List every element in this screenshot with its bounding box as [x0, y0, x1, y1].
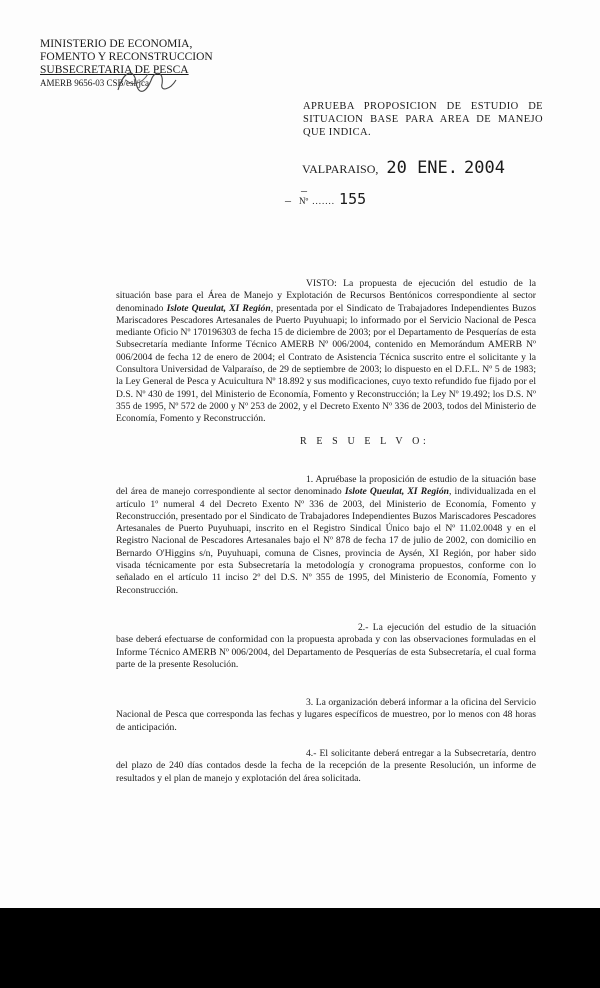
date-year: 2004	[464, 158, 505, 178]
resolution-number-line	[285, 190, 366, 209]
visto-label: VISTO:	[306, 278, 337, 289]
separator-dash: –	[301, 183, 307, 197]
initials-signature	[112, 60, 182, 100]
resolution-number: 155	[339, 190, 367, 208]
area-name: Islote Queulat, XI Región	[166, 302, 271, 314]
resolution-item-4	[116, 748, 536, 785]
resolution-item-3	[116, 697, 536, 734]
number-leader: .......	[312, 196, 336, 206]
item-1-text-cont: , individualizada en el artículo 1º numeral 4 del Decreto Exento Nº 336 de 2003, del Ministerio de Economía, Fomento y Reconstrucción, presentado por el Sindicato de Trabajadores Independientes Buzos Mariscadores Pescadores Artesanales de Puerto Puyuhuapi, inscrito en el Registro Sindical Único bajo el Nº 11.02.0048 y en el Registro Nacional de Pescadores Artesanales bajo el Nº 878 de fecha 17 de julio de 2002, con domicilio en Bernardo O'Higgins s/n, Puyuhuapi, comuna de Cisnes, provincia de Aysén, XI Región, por haber sido visada técnicamente por esta Subsecretaría la metodología y cronograma propuestos, conforme con lo señalado en el artículo 11 inciso 2º del D.S. Nº 355 de 1995, del Ministerio de Economía, Fomento y Reconstrucción.	[116, 486, 536, 596]
resolution-subject: APRUEBA PROPOSICION DE ESTUDIO DE SITUACION BASE PARA AREA DE MANEJO QUE INDICA.	[303, 101, 543, 138]
visto-paragraph	[116, 278, 536, 426]
dateline	[302, 158, 505, 178]
item-3-text: 3. La organización deberá informar a la oficina del Servicio Nacional de Pesca que corresponda las fechas y lugares específicos de muestreo, por lo menos con 48 horas de anticipación.	[116, 697, 536, 733]
ministry-name: MINISTERIO DE ECONOMIA,	[40, 38, 193, 50]
number-label: Nº	[299, 196, 309, 206]
resolution-item-1	[116, 474, 536, 597]
item-2-text: 2.- La ejecución del estudio de la situación base deberá efectuarse de conformidad con la propuesta aprobada y con las observaciones formuladas en el Informe Técnico AMERB Nº 006/2004, del Departamento de Pesquerías de esta Subsecretaría, el cual forma parte de la presente Resolución.	[116, 622, 536, 670]
item-1-text: 1. Apruébase la proposición de estudio de la situación base del área de manejo correspondiente al sector denominado	[116, 474, 536, 498]
item-4-text: 4.- El solicitante deberá entregar a la Subsecretaría, dentro del plazo de 240 días contados desde la fecha de la recepción de la presente Resolución, un informe de resultados y el plan de manejo y explotación del área solicitada.	[116, 748, 536, 784]
resuelvo-heading: R E S U E L V O:	[300, 436, 430, 447]
ministry-name-line2: FOMENTO Y RECONSTRUCCION	[40, 51, 213, 63]
area-name: Islote Queulat, XI Región	[344, 486, 449, 498]
subsecretariat-name: SUBSECRETARIA DE PESCA	[40, 64, 189, 76]
file-reference: AMERB 9656-03 CSB/esl/jca	[40, 78, 150, 88]
city-name: VALPARAISO,	[302, 162, 379, 176]
date-stamp: 20 ENE.	[386, 158, 459, 178]
visto-text: La propuesta de ejecución del estudio de la situación base para el Área de Manejo y Explotación de Recursos Bentónicos correspondiente al sector denominado	[116, 278, 536, 314]
visto-text-cont: , presentada por el Sindicato de Trabajadores Independientes Buzos Mariscadores Pescadores Artesanales de Puerto Puyuhuapi; lo informado por el Servicio Nacional de Pesca mediante Oficio Nº 170196303 de fecha 15 de diciembre de 2003; por el Departamento de Pesquerías de esta Subsecretaría mediante Informe Técnico AMERB Nº 006/2004, contenido en Memorándum AMERB Nº 006/2004 de fecha 12 de enero de 2004; el Contrato de Asistencia Técnica suscrito entre el solicitante y la Consultora Universidad de Valparaíso, de 29 de septiembre de 2003; lo dispuesto en el D.F.L. Nº 5 de 1983; la Ley General de Pesca y Acuicultura Nº 18.892 y sus modificaciones, cuyo texto refundido fue fijado por el D.S. Nº 430 de 1991, del Ministerio de Economía, Fomento y Reconstrucción; la Ley Nº 19.492; los D.S. Nº 355 de 1995, Nº 572 de 2000 y Nº 253 de 2002, y el Decreto Exento Nº 336 de 2003, todos del Ministerio de Economía, Fomento y Reconstrucción.	[116, 302, 537, 425]
resolution-item-2	[116, 622, 536, 671]
separator-dash: –	[285, 193, 291, 207]
